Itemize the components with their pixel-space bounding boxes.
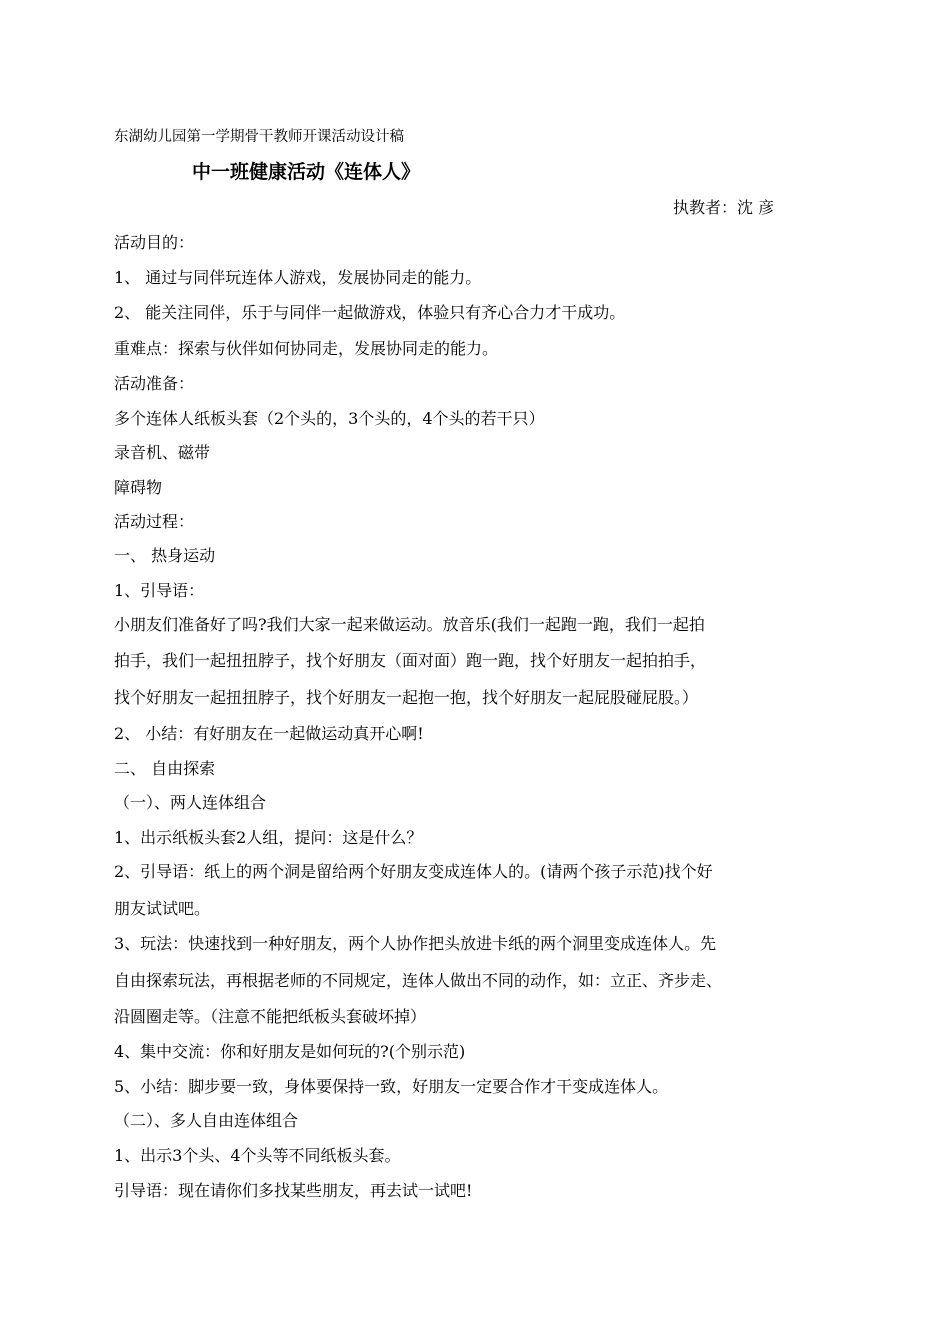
document-author: 执教者：沈 彦: [673, 198, 775, 217]
body-line: 一、 热身运动: [114, 546, 216, 565]
body-line: 重难点：探索与伙伴如何协同走，发展协同走的能力。: [114, 339, 499, 358]
body-line: 沿圆圈走等。（注意不能把纸板头套破坏掉）: [114, 1007, 427, 1026]
body-line: 4、集中交流：你和好朋友是如何玩的?(个别示范): [114, 1042, 466, 1061]
body-line: 活动目的：: [114, 233, 195, 252]
body-line: 拍手，我们一起扭扭脖子，找个好朋友（面对面）跑一跑，找个好朋友一起拍拍手，: [114, 651, 707, 670]
body-line: 多个连体人纸板头套（2个头的，3个头的，4个头的若干只）: [114, 409, 545, 428]
body-line: 1、出示纸板头套2人组，提问：这是什么？: [114, 828, 423, 847]
body-line: 找个好朋友一起扭扭脖子，找个好朋友一起抱一抱，找个好朋友一起屁股碰屁股。）: [114, 688, 699, 707]
body-line: 二、 自由探索: [114, 759, 216, 778]
document-title: 中一班健康活动《连体人》: [192, 161, 421, 183]
body-line: （一）、两人连体组合: [114, 793, 267, 812]
body-line: 2、引导语：纸上的两个洞是留给两个好朋友变成连体人的。(请两个孩子示范)找个好: [114, 862, 713, 881]
document-header: 东湖幼儿园第一学期骨干教师开课活动设计稿: [114, 129, 404, 145]
body-line: 1、出示3个头、4个头等不同纸板头套。: [114, 1146, 401, 1165]
body-line: （二）、多人自由连体组合: [114, 1111, 299, 1130]
body-line: 自由探索玩法，再根据老师的不同规定，连体人做出不同的动作，如：立正、齐步走、: [114, 971, 723, 990]
body-line: 2、 小结：有好朋友在一起做运动真开心啊!: [114, 724, 424, 743]
body-line: 活动准备：: [114, 374, 195, 393]
body-line: 1、 通过与同伴玩连体人游戏，发展协同走的能力。: [114, 268, 482, 287]
body-line: 5、小结：脚步要一致，身体要保持一致，好朋友一定要合作才干变成连体人。: [114, 1077, 669, 1096]
body-line: 2、 能关注同伴，乐于与同伴一起做游戏，体验只有齐心合力才干成功。: [114, 303, 626, 322]
body-line: 录音机、磁带: [114, 443, 211, 462]
body-line: 引导语：现在请你们多找某些朋友，再去试一试吧!: [114, 1181, 473, 1200]
body-line: 活动过程：: [114, 512, 195, 531]
body-line: 1、引导语：: [114, 581, 205, 600]
body-line: 小朋友们准备好了吗?我们大家一起来做运动。放音乐(我们一起跑一跑，我们一起拍: [114, 615, 705, 634]
body-line: 3、玩法：快速找到一种好朋友，两个人协作把头放进卡纸的两个洞里变成连体人。先: [114, 934, 717, 953]
body-line: 朋友试试吧。: [114, 899, 211, 918]
body-line: 障碍物: [114, 478, 163, 497]
